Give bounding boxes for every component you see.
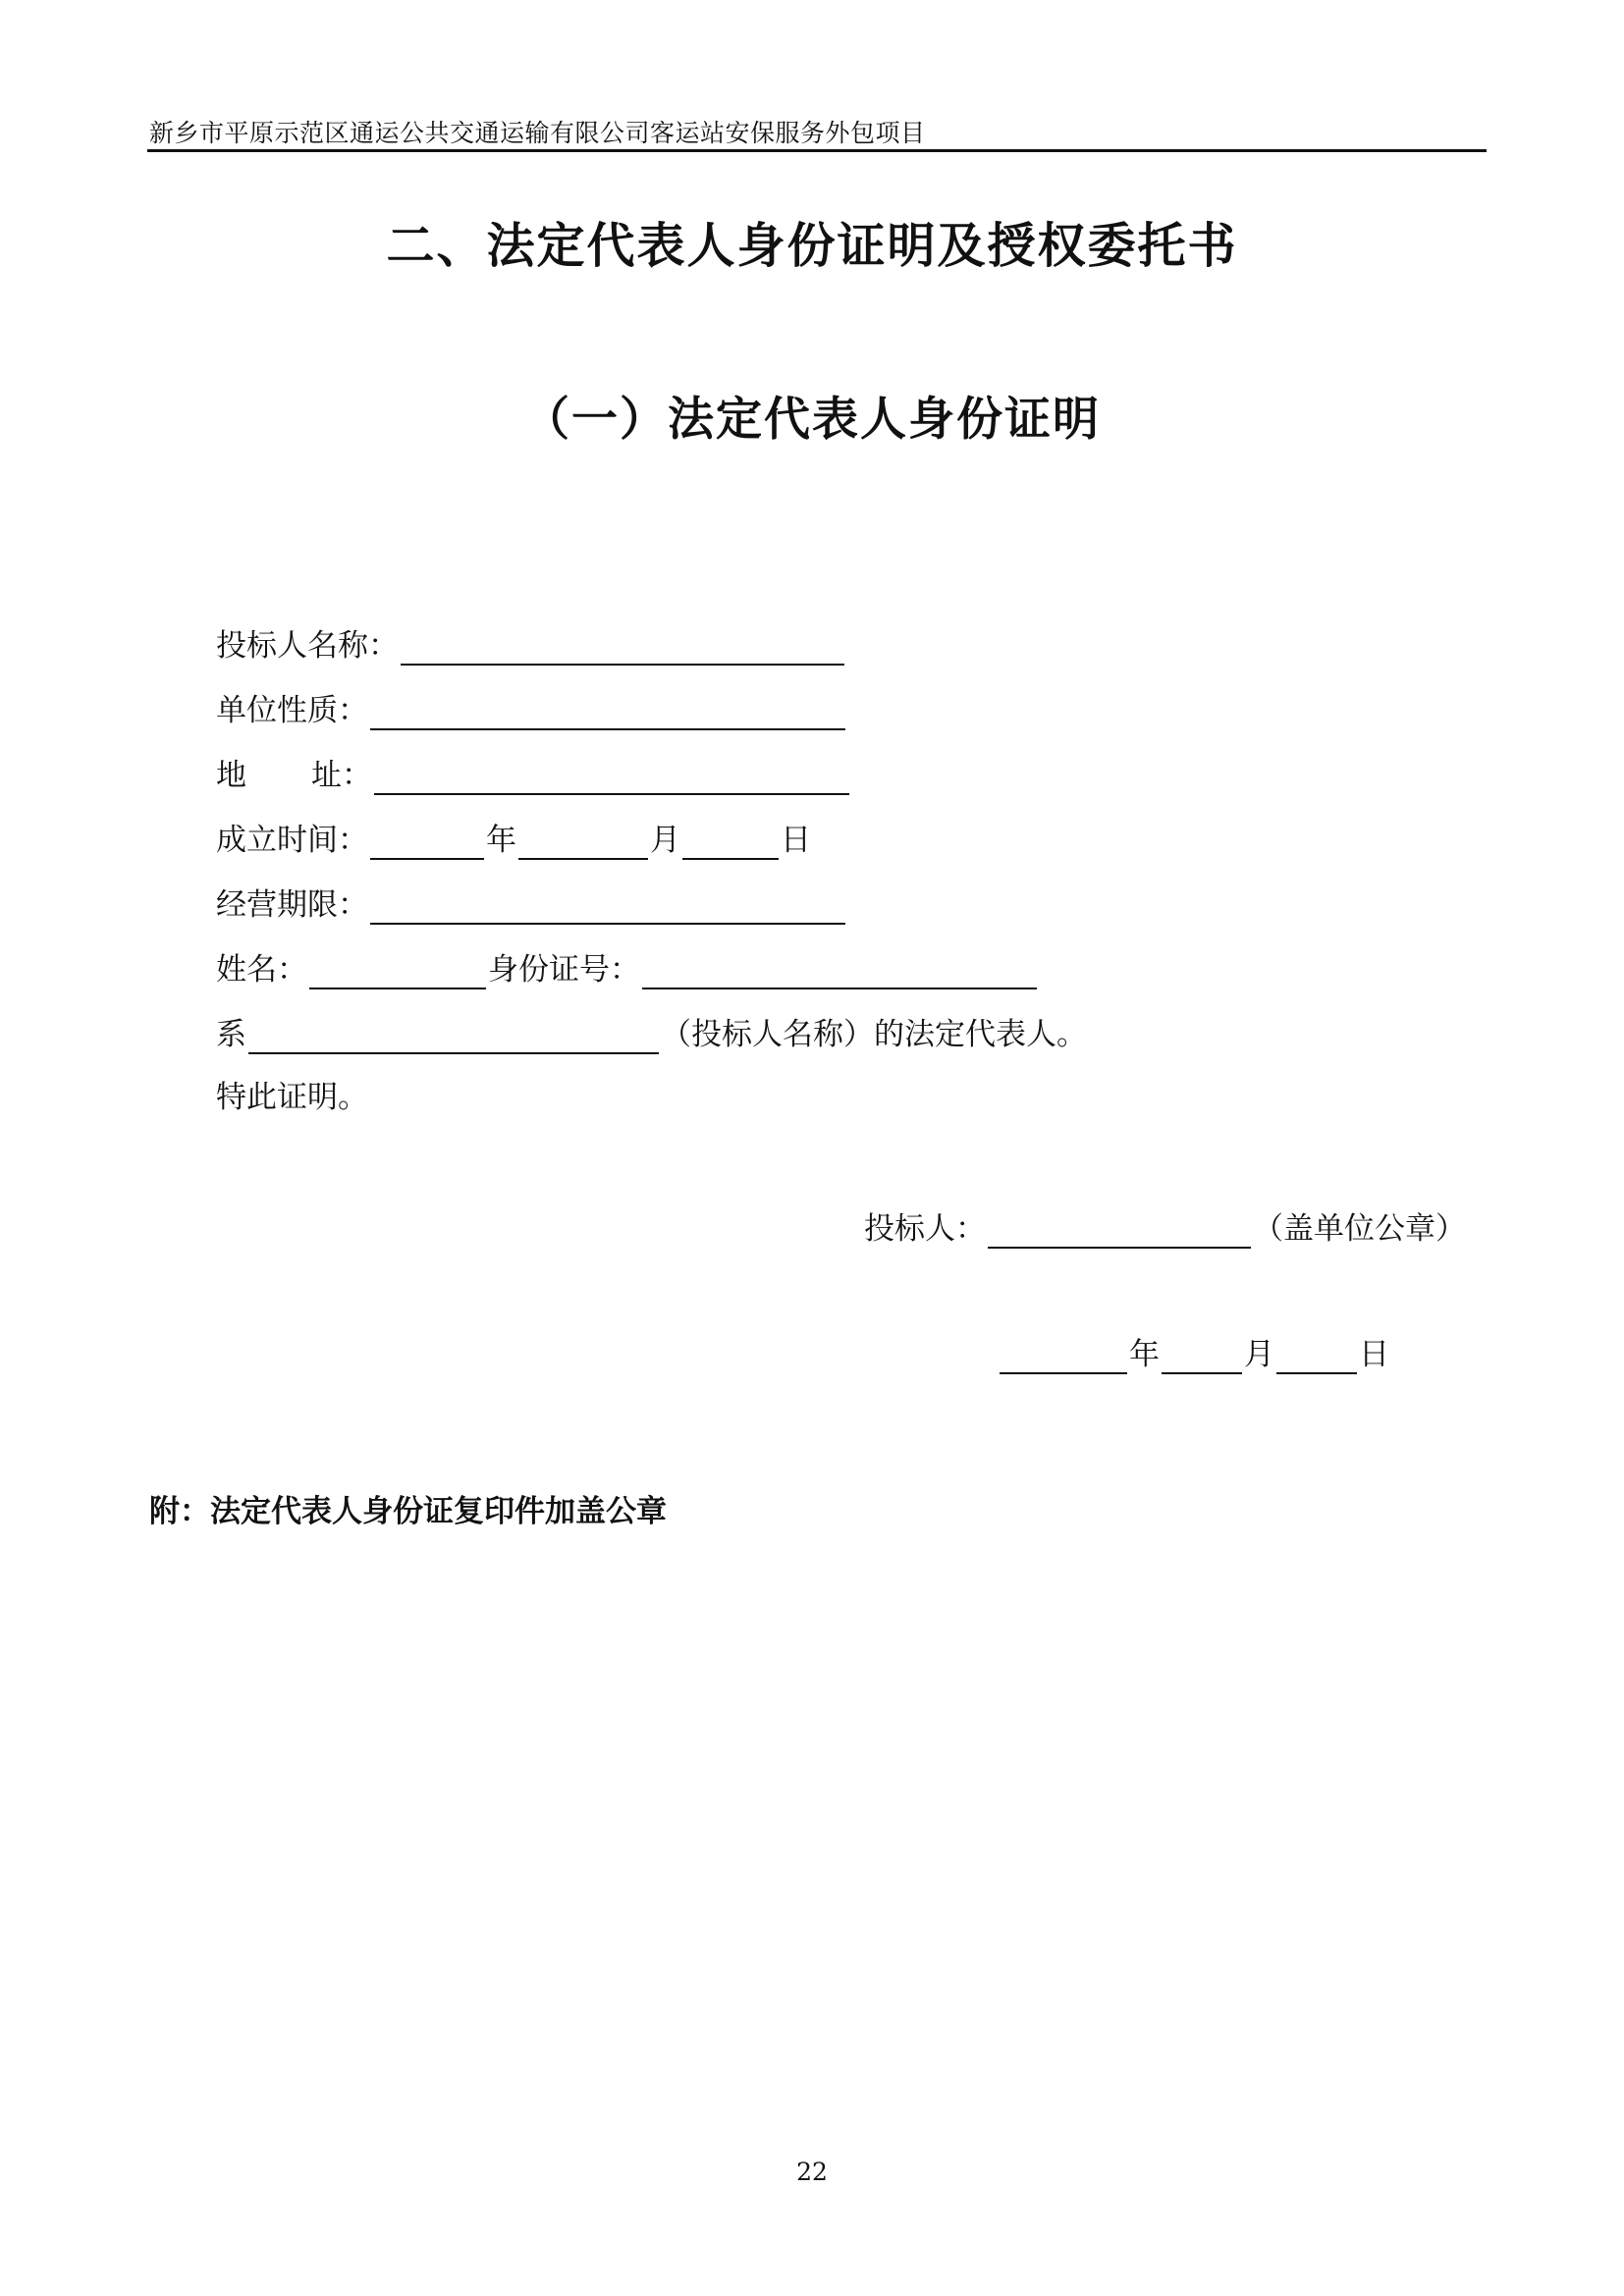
attachment-note: 附：法定代表人身份证复印件加盖公章 xyxy=(149,1494,667,1529)
name-label: 姓名： xyxy=(216,952,307,988)
page-title: 二、法定代表人身份证明及授权委托书 xyxy=(386,218,1238,274)
address-label-part1: 地 xyxy=(216,758,246,793)
signature-year-field[interactable] xyxy=(1000,1341,1127,1374)
operating-period-row xyxy=(216,885,847,925)
established-year-label: 年 xyxy=(486,823,516,858)
bidder-name-row xyxy=(216,626,846,666)
section-title: （一）法定代表人身份证明 xyxy=(523,393,1101,447)
bidder-name-label: 投标人名称： xyxy=(216,628,399,664)
signature-row xyxy=(864,1209,1466,1249)
relation-prefix: 系 xyxy=(216,1017,246,1052)
signature-month-field[interactable] xyxy=(1162,1341,1242,1374)
id-number-label: 身份证号： xyxy=(488,952,640,988)
established-year-field[interactable] xyxy=(370,827,484,860)
name-field[interactable] xyxy=(309,956,486,989)
operating-period-field[interactable] xyxy=(370,891,845,925)
established-day-label: 日 xyxy=(781,823,811,858)
bidder-signature-field[interactable] xyxy=(988,1215,1251,1249)
page-header: 新乡市平原示范区通运公共交通运输有限公司客运站安保服务外包项目 xyxy=(149,119,926,147)
page-number: 22 xyxy=(796,2158,828,2186)
certify-row xyxy=(216,1078,368,1117)
signature-day-field[interactable] xyxy=(1276,1341,1357,1374)
relation-row xyxy=(216,1015,1087,1054)
signature-date-row xyxy=(998,1335,1389,1374)
established-day-field[interactable] xyxy=(682,827,779,860)
established-row xyxy=(216,821,811,860)
established-month-field[interactable] xyxy=(518,827,648,860)
established-month-label: 月 xyxy=(650,823,680,858)
operating-period-label: 经营期限： xyxy=(216,887,368,923)
unit-nature-label: 单位性质： xyxy=(216,693,368,728)
signature-month-label: 月 xyxy=(1244,1337,1274,1372)
address-row xyxy=(216,756,851,795)
established-label: 成立时间： xyxy=(216,823,368,858)
relation-suffix: （投标人名称）的法定代表人。 xyxy=(661,1017,1087,1052)
id-number-field[interactable] xyxy=(642,956,1037,989)
relation-bidder-field[interactable] xyxy=(248,1021,659,1054)
bidder-name-field[interactable] xyxy=(401,632,844,666)
seal-note: （盖单位公章） xyxy=(1253,1211,1466,1247)
certify-text: 特此证明。 xyxy=(216,1080,368,1115)
address-label-part2: 址： xyxy=(311,758,372,793)
address-field[interactable] xyxy=(374,762,849,795)
unit-nature-row xyxy=(216,691,847,730)
name-id-row xyxy=(216,950,1039,989)
header-rule xyxy=(147,149,1487,152)
signature-year-label: 年 xyxy=(1129,1337,1160,1372)
signature-day-label: 日 xyxy=(1359,1337,1389,1372)
unit-nature-field[interactable] xyxy=(370,697,845,730)
bidder-signature-label: 投标人： xyxy=(864,1211,986,1247)
